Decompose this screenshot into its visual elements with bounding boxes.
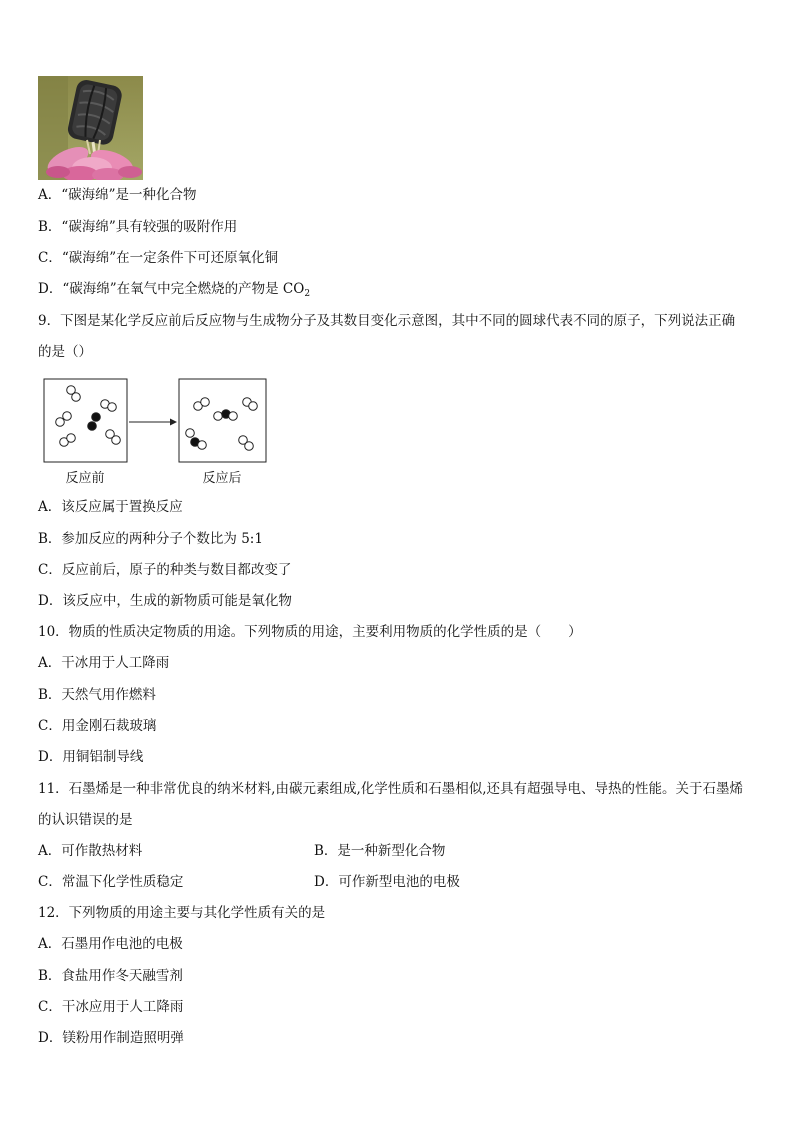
q9-stem-line2: 的是（） bbox=[38, 344, 92, 360]
q10-option-c: C．用金刚石裁玻璃 bbox=[38, 718, 157, 734]
q12-option-c: C．干冰应用于人工降雨 bbox=[38, 999, 184, 1015]
q10-option-a: A．干冰用于人工降雨 bbox=[38, 655, 170, 671]
q8-option-a: A．“碳海绵”是一种化合物 bbox=[38, 187, 197, 203]
q8-option-b: B．“碳海绵”具有较强的吸附作用 bbox=[38, 219, 238, 235]
q10-option-b: B．天然气用作燃料 bbox=[38, 687, 156, 703]
reaction-diagram bbox=[40, 376, 270, 490]
q9-option-d: D．该反应中，生成的新物质可能是氧化物 bbox=[38, 593, 292, 609]
q9-option-a: A．该反应属于置换反应 bbox=[38, 499, 183, 515]
q8-option-d bbox=[38, 280, 310, 303]
q11-stem-line1: 11．石墨烯是一种非常优良的纳米材料,由碳元素组成,化学性质和石墨相似,还具有超强导电、导热的性能。关于石墨烯 bbox=[38, 781, 744, 797]
q11-option-d: D．可作新型电池的电极 bbox=[314, 874, 460, 890]
q10-stem: 10．物质的性质决定物质的用途。下列物质的用途，主要利用物质的化学性质的是（ ） bbox=[38, 624, 582, 640]
q9-option-b: B．参加反应的两种分子个数比为 5:1 bbox=[38, 531, 263, 547]
q11-option-a: A．可作散热材料 bbox=[38, 843, 143, 859]
q11-option-c: C．常温下化学性质稳定 bbox=[38, 874, 184, 890]
carbon-sponge-photo bbox=[38, 76, 143, 180]
reaction-diagram-svg bbox=[40, 376, 270, 490]
q8-option-c: C．“碳海绵”在一定条件下可还原氧化铜 bbox=[38, 250, 279, 266]
q9-option-c: C．反应前后，原子的种类与数目都改变了 bbox=[38, 562, 292, 578]
after-box bbox=[179, 379, 266, 462]
q12-option-d: D．镁粉用作制造照明弹 bbox=[38, 1030, 184, 1046]
label-before: 反应前 bbox=[65, 471, 105, 486]
q11-stem-line2: 的认识错误的是 bbox=[38, 812, 133, 828]
q12-option-b: B．食盐用作冬天融雪剂 bbox=[38, 968, 183, 984]
q12-option-a: A．石墨用作电池的电极 bbox=[38, 936, 183, 952]
q8-option-d-subscript: 2 bbox=[304, 289, 311, 299]
q8-option-d-text: D．“碳海绵”在氧气中完全燃烧的产物是 CO bbox=[38, 281, 305, 297]
q10-option-d: D．用铜铝制导线 bbox=[38, 749, 144, 765]
q9-stem-line1: 9．下图是某化学反应前后反应物与生成物分子及其数目变化示意图，其中不同的圆球代表不同的原子，下列说法正确 bbox=[38, 313, 736, 329]
q12-stem: 12．下列物质的用途主要与其化学性质有关的是 bbox=[38, 905, 326, 921]
q11-option-b: B．是一种新型化合物 bbox=[314, 843, 446, 859]
label-after: 反应后 bbox=[202, 471, 242, 486]
reaction-arrow-head bbox=[170, 419, 177, 426]
